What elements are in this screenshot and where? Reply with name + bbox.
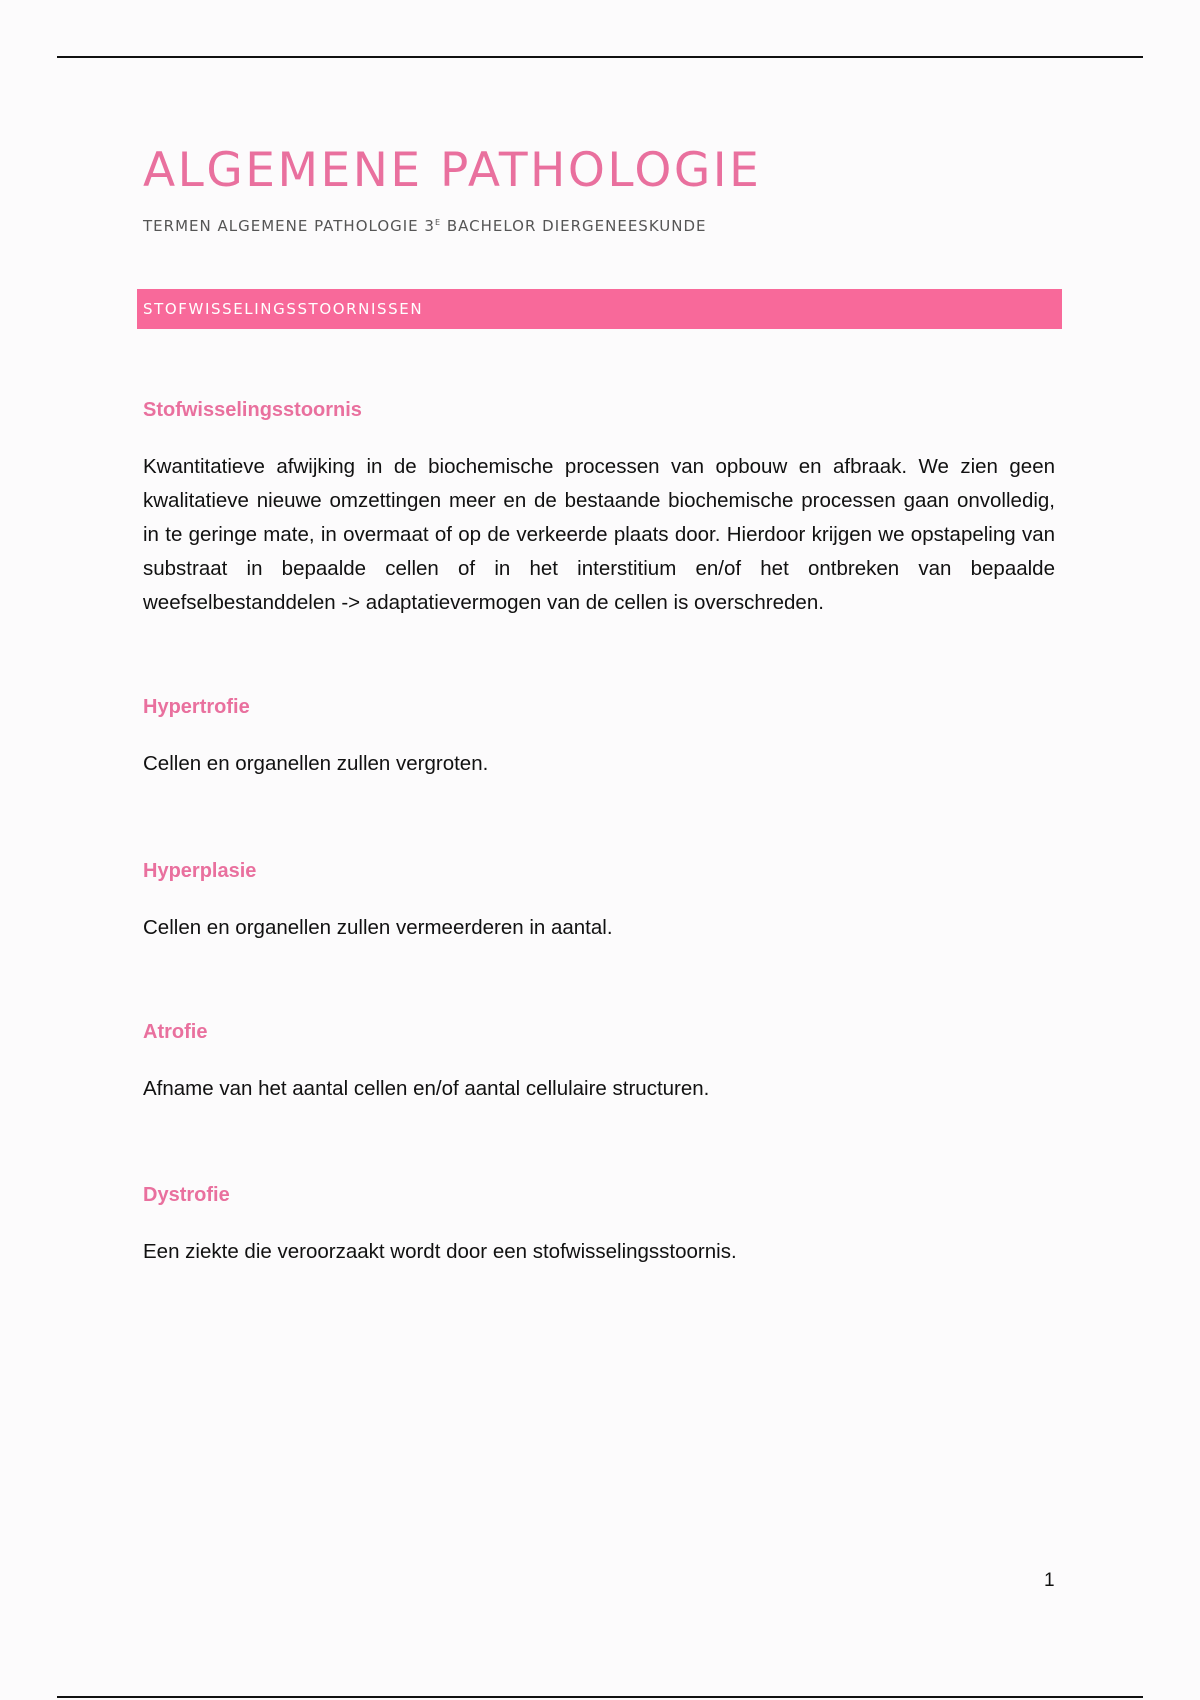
term-entry <box>143 1021 1055 1106</box>
term-definition: Een ziekte die veroorzaakt wordt door een stofwisselingsstoornis. <box>143 1240 737 1263</box>
header-rule <box>57 56 1143 58</box>
term-heading: Hypertrofie <box>143 696 250 718</box>
subtitle-text-before: TERMEN ALGEMENE PATHOLOGIE 3 <box>143 217 435 235</box>
term-definition: Kwantitatieve afwijking in de biochemische processen van opbouw en afbraak. We zien geen kwalitatieve nieuwe omzettingen meer en de bestaande biochemische processen gaan onvolledig, in te geringe mate, in overmaat of op de verkeerde plaats door. Hierdoor krijgen we opstapeling van substraat in bepaalde cellen of in het interstitium en/of het ontbreken van bepaalde weefselbestanddelen -> adaptatievermogen van de cellen is overschreden. <box>143 455 1055 614</box>
section-heading-banner: STOFWISSELINGSSTOORNISSEN <box>137 289 1062 329</box>
footer-rule <box>57 1696 1143 1698</box>
term-entry <box>143 860 1055 945</box>
term-entry <box>143 696 1055 781</box>
page-number: 1 <box>1044 1570 1055 1591</box>
term-heading: Stofwisselingsstoornis <box>143 399 362 421</box>
term-definition: Cellen en organellen zullen vermeerderen in aantal. <box>143 916 613 939</box>
term-entry <box>143 1184 1055 1269</box>
term-definition: Cellen en organellen zullen vergroten. <box>143 752 489 775</box>
term-heading: Atrofie <box>143 1021 208 1043</box>
document-subtitle <box>143 217 707 235</box>
subtitle-superscript: E <box>434 218 442 227</box>
term-definition: Afname van het aantal cellen en/of aantal cellulaire structuren. <box>143 1077 710 1100</box>
term-entry <box>143 399 1055 620</box>
term-heading: Hyperplasie <box>143 860 257 882</box>
subtitle-text-after: BACHELOR DIERGENEESKUNDE <box>441 217 707 235</box>
document-title: ALGEMENE PATHOLOGIE <box>143 143 762 198</box>
term-heading: Dystrofie <box>143 1184 230 1206</box>
